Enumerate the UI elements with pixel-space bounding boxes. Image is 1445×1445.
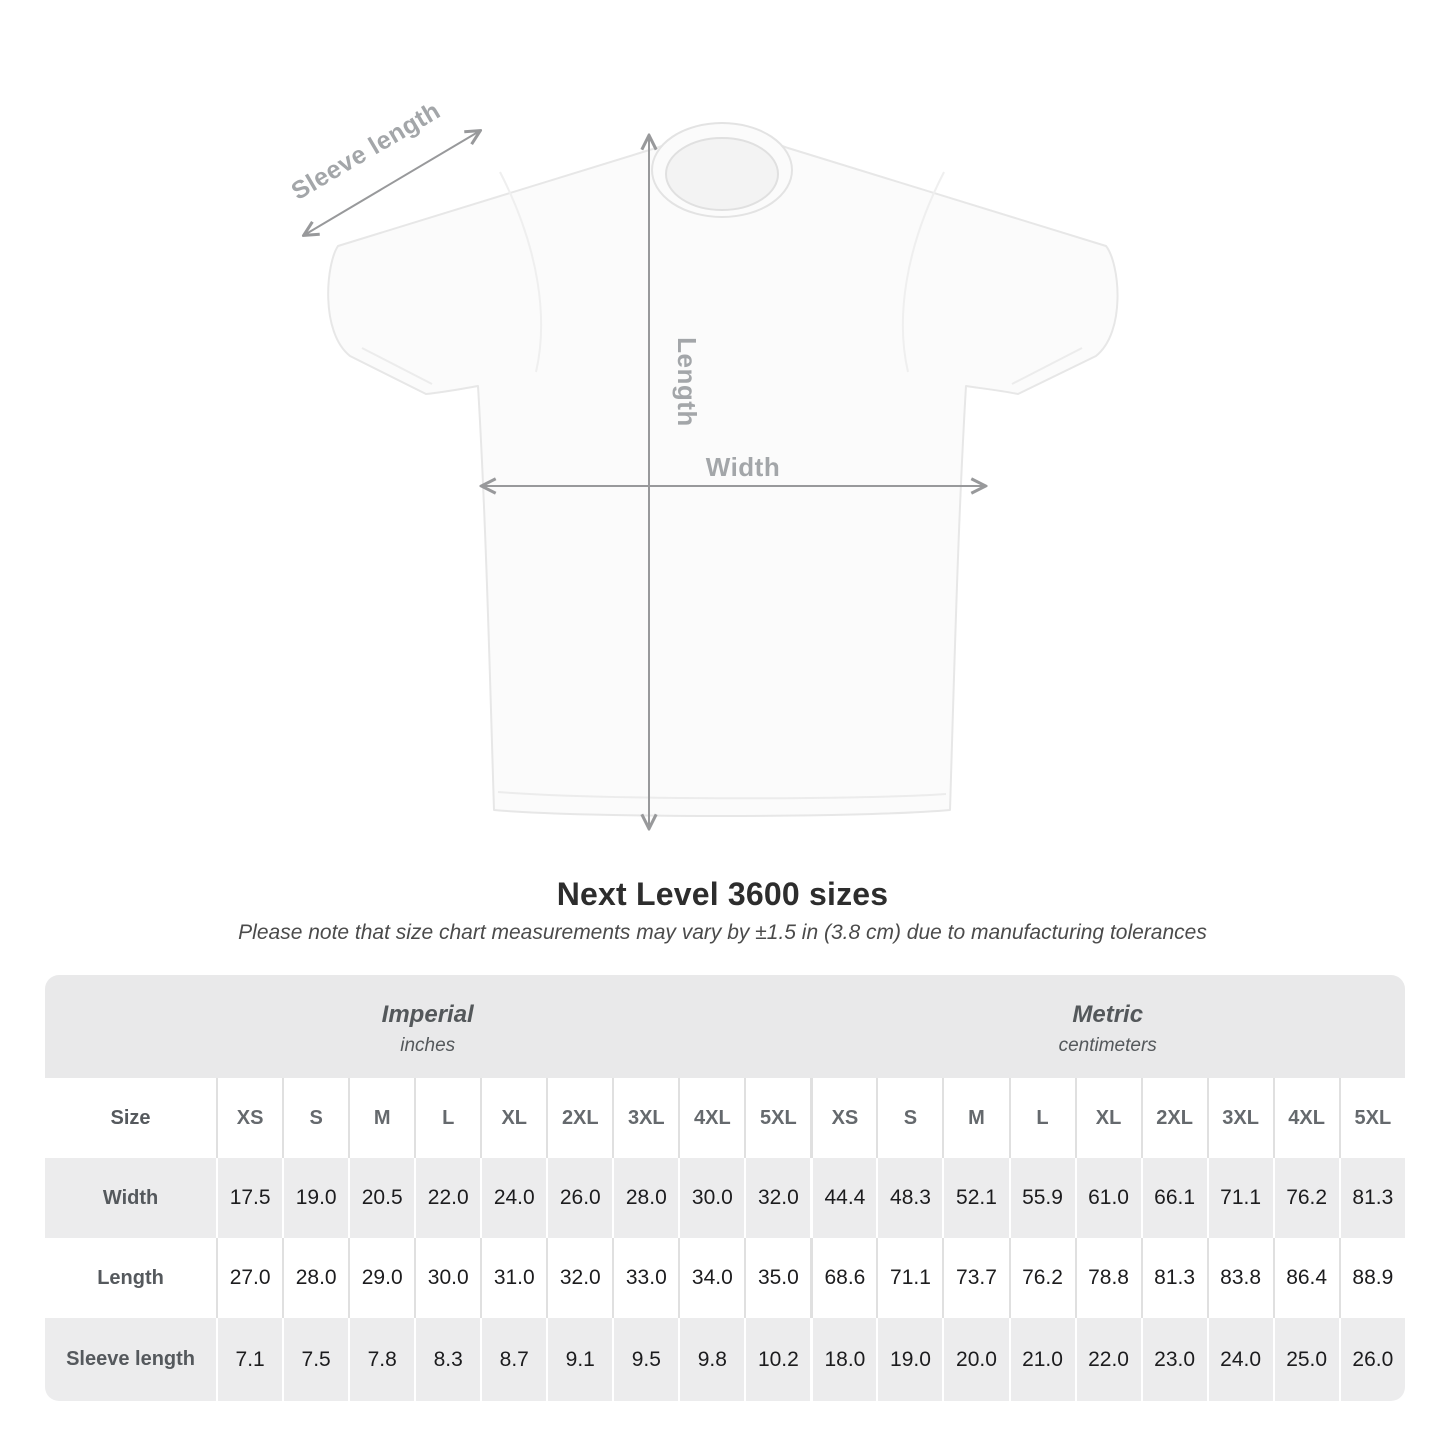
measurement-cell: 66.1 [1141, 1158, 1207, 1238]
size-header-cell: S [282, 1078, 348, 1158]
size-table [45, 975, 1405, 1401]
metric-label: Metric [1072, 1000, 1144, 1028]
measurement-cell: 23.0 [1141, 1318, 1207, 1401]
size-header-cell: 3XL [1207, 1078, 1273, 1158]
measurement-cell: 55.9 [1009, 1158, 1075, 1238]
measurement-cell: 10.2 [744, 1318, 810, 1401]
measurement-cell: 44.4 [810, 1158, 876, 1238]
measurement-cell: 19.0 [282, 1158, 348, 1238]
size-column-header: Size [45, 1078, 216, 1158]
size-header-cell: 4XL [1273, 1078, 1339, 1158]
measurement-cell: 83.8 [1207, 1238, 1273, 1318]
measurement-cell: 68.6 [810, 1238, 876, 1318]
collar-opening [666, 138, 778, 210]
measurement-cell: 8.3 [414, 1318, 480, 1401]
measurement-row [45, 1158, 1405, 1238]
size-header-cell: M [942, 1078, 1008, 1158]
measurement-cell: 28.0 [282, 1238, 348, 1318]
measurement-cell: 88.9 [1339, 1238, 1405, 1318]
size-header-cell: 2XL [546, 1078, 612, 1158]
size-header-cell: S [876, 1078, 942, 1158]
measurement-cell: 9.5 [612, 1318, 678, 1401]
measurement-cell: 24.0 [1207, 1318, 1273, 1401]
length-label: Length [672, 337, 702, 427]
measurement-cell: 20.0 [942, 1318, 1008, 1401]
measurement-cell: 7.1 [216, 1318, 282, 1401]
measurement-cell: 17.5 [216, 1158, 282, 1238]
measurement-cell: 32.0 [744, 1158, 810, 1238]
imperial-unit-label: inches [400, 1034, 456, 1056]
measurement-cell: 21.0 [1009, 1318, 1075, 1401]
size-header-cell: XL [480, 1078, 546, 1158]
measurement-cell: 9.8 [678, 1318, 744, 1401]
measurement-cell: 33.0 [612, 1238, 678, 1318]
size-header-cell: L [1009, 1078, 1075, 1158]
measurement-cell: 35.0 [744, 1238, 810, 1318]
measurement-cell: 26.0 [546, 1158, 612, 1238]
metric-unit-label: centimeters [1058, 1034, 1157, 1056]
imperial-group-header [45, 975, 810, 1078]
measurement-cell: 8.7 [480, 1318, 546, 1401]
measurement-row [45, 1238, 1405, 1318]
measurement-cell: 81.3 [1141, 1238, 1207, 1318]
measurement-cell: 27.0 [216, 1238, 282, 1318]
measurement-cell: 31.0 [480, 1238, 546, 1318]
size-header-cell: M [348, 1078, 414, 1158]
measurement-cell: 30.0 [414, 1238, 480, 1318]
measurement-cell: 22.0 [414, 1158, 480, 1238]
size-header-cell: XS [216, 1078, 282, 1158]
size-header-cell: XS [810, 1078, 876, 1158]
size-header-cell: 5XL [1339, 1078, 1405, 1158]
page-title: Next Level 3600 sizes [556, 876, 889, 912]
measurement-row [45, 1318, 1405, 1401]
measurement-cell: 71.1 [876, 1238, 942, 1318]
measurement-cell: 28.0 [612, 1158, 678, 1238]
imperial-label: Imperial [381, 1000, 474, 1028]
measurement-cell: 78.8 [1075, 1238, 1141, 1318]
row-label: Length [45, 1238, 216, 1318]
size-header-cell: 2XL [1141, 1078, 1207, 1158]
measurement-cell: 24.0 [480, 1158, 546, 1238]
size-header-row [45, 1078, 1405, 1158]
size-header-cell: 5XL [744, 1078, 810, 1158]
row-label: Width [45, 1158, 216, 1238]
measurement-cell: 26.0 [1339, 1318, 1405, 1401]
size-header-cell: XL [1075, 1078, 1141, 1158]
size-header-cell: 4XL [678, 1078, 744, 1158]
measurement-cell: 20.5 [348, 1158, 414, 1238]
measurement-cell: 9.1 [546, 1318, 612, 1401]
unit-group-row [45, 975, 1405, 1078]
measurement-cell: 73.7 [942, 1238, 1008, 1318]
measurement-cell: 32.0 [546, 1238, 612, 1318]
tolerance-note: Please note that size chart measurements may vary by ±1.5 in (3.8 cm) due to manufacturing tolerances [238, 921, 1207, 944]
measurement-cell: 22.0 [1075, 1318, 1141, 1401]
measurement-cell: 86.4 [1273, 1238, 1339, 1318]
measurement-cell: 71.1 [1207, 1158, 1273, 1238]
measurement-cell: 76.2 [1009, 1238, 1075, 1318]
row-label: Sleeve length [45, 1318, 216, 1401]
measurement-cell: 30.0 [678, 1158, 744, 1238]
measurement-cell: 7.8 [348, 1318, 414, 1401]
size-header-cell: L [414, 1078, 480, 1158]
measurement-cell: 76.2 [1273, 1158, 1339, 1238]
measurement-cell: 34.0 [678, 1238, 744, 1318]
measurement-cell: 18.0 [810, 1318, 876, 1401]
measurement-cell: 7.5 [282, 1318, 348, 1401]
sleeve-length-label: Sleeve length [286, 96, 446, 206]
measurement-cell: 25.0 [1273, 1318, 1339, 1401]
measurement-cell: 81.3 [1339, 1158, 1405, 1238]
measurement-cell: 48.3 [876, 1158, 942, 1238]
measurement-cell: 29.0 [348, 1238, 414, 1318]
measurement-cell: 52.1 [942, 1158, 1008, 1238]
measurement-cell: 19.0 [876, 1318, 942, 1401]
size-header-cell: 3XL [612, 1078, 678, 1158]
measurement-cell: 61.0 [1075, 1158, 1141, 1238]
width-label: Width [705, 452, 781, 482]
metric-group-header [810, 975, 1405, 1078]
